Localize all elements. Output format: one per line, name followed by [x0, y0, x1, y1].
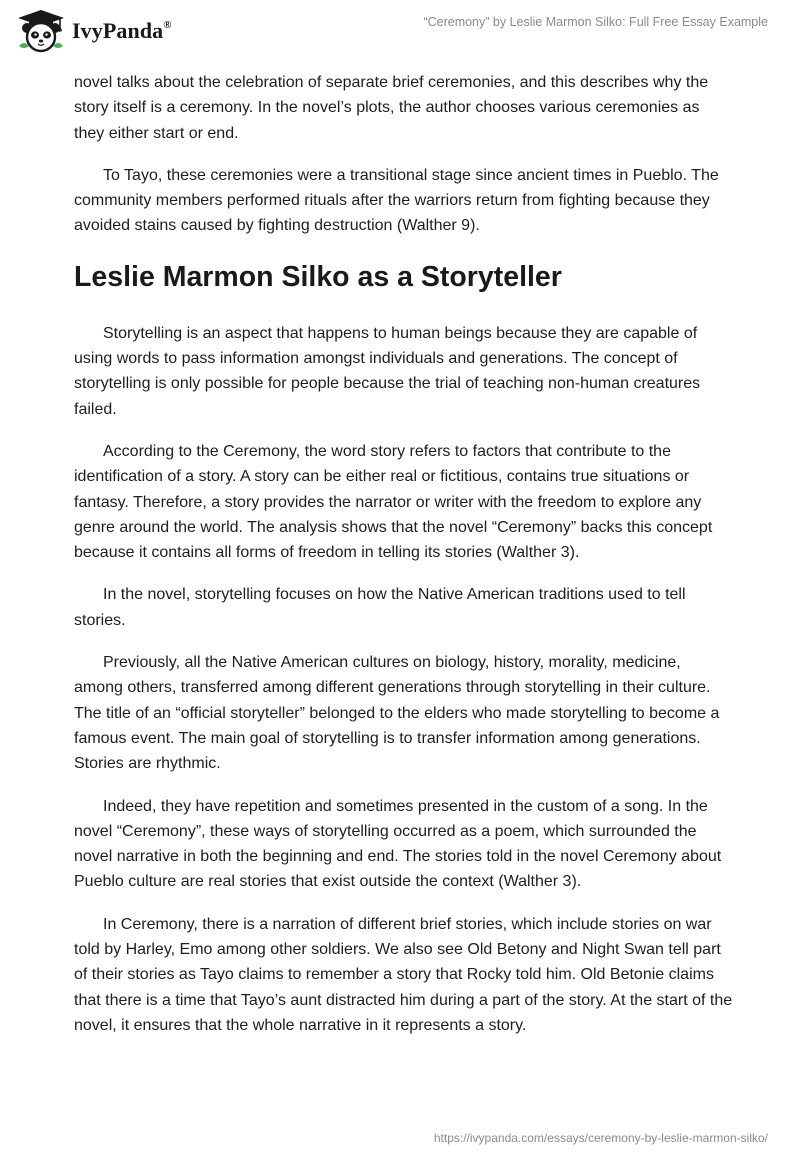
paragraph: Indeed, they have repetition and sometimes presented in the custom of a song. In the novel “Ceremony”, these ways of storytelling occurred as a poem, which surrounded the novel narrative in both the beginning and end. The stories told in the novel Ceremony about Pueblo culture are real stories that exist outside the context (Walther 3).: [74, 797, 722, 891]
source-url[interactable]: https://ivypanda.com/essays/ceremony-by-leslie-marmon-silko/: [433, 1131, 768, 1145]
paragraph: Storytelling is an aspect that happens to human beings because they are capable of using words to pass information amongst individuals and generations. The concept of storytelling is only possible for people because the trial of teaching non-human creatures failed.: [74, 324, 701, 418]
paragraph: Previously, all the Native American cultures on biology, history, morality, medicine, among others, transferred among different generations through storytelling in their culture. The title of an “official storyteller” belonged to the elders who made storytelling to become a famous event. The main goal of storytelling is to transfer information among generations. Stories are rhythmic.: [74, 654, 720, 773]
paragraph: To Tayo, these ceremonies were a transitional stage since ancient times in Pueblo. The community members performed rituals after the warriors return from fighting because they avoided stains caused by fighting destruction (Walther 9).: [74, 166, 719, 235]
document-title: “Ceremony” by Leslie Marmon Silko: Full Free Essay Example: [423, 15, 768, 29]
section-heading: Leslie Marmon Silko as a Storyteller: [74, 260, 562, 293]
paragraph: According to the Ceremony, the word story refers to factors that contribute to the identification of a story. A story can be either real or fictitious, contains true situations or fantasy. Therefore, a story provides the narrator or writer with the freedom to explore any genre around the world. The analysis shows that the novel “Ceremony” backs this concept because it contains all forms of freedom in telling its stories (Walther 3).: [74, 442, 713, 562]
paragraph: In the novel, storytelling focuses on how the Native American traditions used to tell stories.: [74, 586, 686, 629]
page-header: [0, 0, 800, 70]
ivypanda-logo[interactable]: [14, 8, 172, 54]
brand-name: IvyPanda®: [72, 18, 172, 43]
paragraph: novel talks about the celebration of separate brief ceremonies, and this describes why the story itself is a ceremony. In the novel’s plots, the author chooses various ceremonies as they either start or end.: [74, 74, 709, 142]
panda-graduate-icon: [14, 8, 68, 54]
paragraph: In Ceremony, there is a narration of different brief stories, which include stories on war told by Harley, Emo among other soldiers. We also see Old Betony and Night Swan tell part of their stories as Tayo claims to remember a story that Rocky told him. Old Betonie claims that there is a time that Tayo’s aunt distracted him during a part of the story. At the start of the novel, it ensures that the whole narrative in it represents a story.: [74, 915, 733, 1034]
essay-content: [74, 70, 734, 1055]
